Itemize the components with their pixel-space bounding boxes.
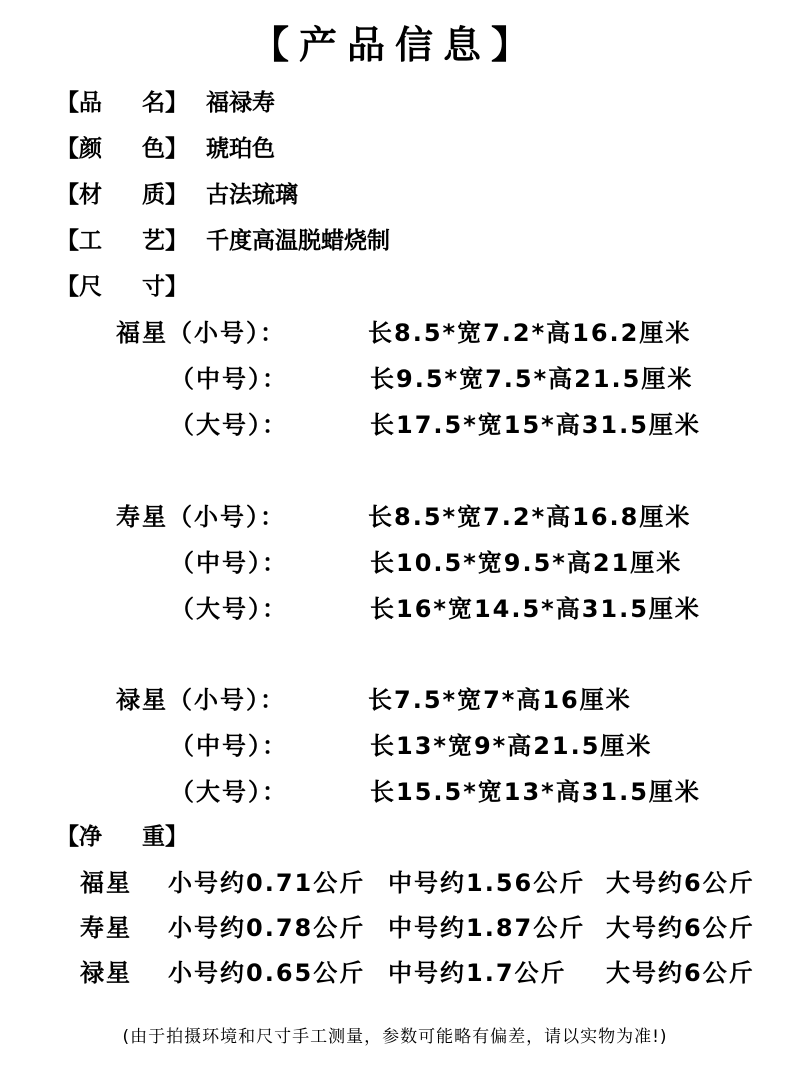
size-tag: （中号）： bbox=[170, 549, 288, 577]
weight-small: 小号约0.65公斤 bbox=[168, 959, 366, 987]
spec-label: 【净 bbox=[56, 824, 102, 850]
weight-small: 小号约0.78公斤 bbox=[168, 914, 366, 942]
weight-small: 小号约0.71公斤 bbox=[168, 869, 366, 897]
weight-medium: 中号约1.87公斤 bbox=[388, 914, 586, 942]
size-dims: 长13*宽9*高21.5厘米 bbox=[370, 732, 653, 760]
spec-row-color bbox=[56, 134, 275, 164]
spec-label: 【尺 bbox=[56, 274, 102, 300]
weight-large: 大号约6公斤 bbox=[606, 959, 755, 987]
size-dims: 长8.5*宽7.2*高16.8厘米 bbox=[368, 503, 692, 531]
size-dims: 长17.5*宽15*高31.5厘米 bbox=[370, 411, 701, 439]
weight-medium: 中号约1.56公斤 bbox=[388, 869, 586, 897]
figure-name: 福星 bbox=[80, 869, 132, 897]
size-dims: 长9.5*宽7.5*高21.5厘米 bbox=[370, 365, 694, 393]
size-row bbox=[170, 731, 652, 761]
size-dims: 长7.5*宽7*高16厘米 bbox=[368, 686, 632, 714]
size-tag: （大号）： bbox=[170, 411, 288, 439]
size-row bbox=[170, 777, 701, 807]
size-tag: （小号）： bbox=[168, 503, 286, 531]
spec-label: 重】 bbox=[142, 824, 188, 850]
size-tag: （大号）： bbox=[170, 778, 288, 806]
figure-name: 寿星 bbox=[80, 914, 132, 942]
weight-medium: 中号约1.7公斤 bbox=[388, 959, 567, 987]
spec-label: 【品 bbox=[56, 90, 102, 116]
size-row bbox=[170, 364, 693, 394]
spec-row-size bbox=[56, 272, 206, 302]
size-dims: 长15.5*宽13*高31.5厘米 bbox=[370, 778, 701, 806]
spec-label: 【工 bbox=[56, 228, 102, 254]
spec-row-name bbox=[56, 88, 275, 118]
size-row bbox=[170, 410, 701, 440]
spec-row-weight bbox=[56, 822, 206, 852]
spec-value: 琥珀色 bbox=[206, 136, 275, 162]
size-row bbox=[116, 502, 691, 532]
size-tag: （小号）： bbox=[168, 686, 286, 714]
figure-name: 禄星 bbox=[116, 686, 168, 714]
size-row bbox=[170, 594, 701, 624]
size-dims: 长10.5*宽9.5*高21厘米 bbox=[370, 549, 683, 577]
spec-label: 质】 bbox=[142, 182, 188, 208]
size-row bbox=[170, 548, 682, 578]
weight-large: 大号约6公斤 bbox=[606, 914, 755, 942]
size-tag: （中号）： bbox=[170, 365, 288, 393]
size-row bbox=[116, 685, 632, 715]
size-dims: 长8.5*宽7.2*高16.2厘米 bbox=[368, 319, 692, 347]
size-dims: 长16*宽14.5*高31.5厘米 bbox=[370, 595, 701, 623]
spec-label: 色】 bbox=[142, 136, 188, 162]
figure-name: 福星 bbox=[116, 319, 168, 347]
spec-value: 福禄寿 bbox=[206, 90, 275, 116]
spec-label: 【材 bbox=[56, 182, 102, 208]
figure-name: 禄星 bbox=[80, 959, 132, 987]
page-title: 【产品信息】 bbox=[250, 22, 539, 67]
spec-value: 千度高温脱蜡烧制 bbox=[206, 228, 390, 254]
spec-row-craft bbox=[56, 226, 390, 256]
spec-label: 名】 bbox=[142, 90, 188, 116]
size-tag: （中号）： bbox=[170, 732, 288, 760]
size-tag: （大号）： bbox=[170, 595, 288, 623]
spec-value: 古法琉璃 bbox=[206, 182, 298, 208]
spec-label: 【颜 bbox=[56, 136, 102, 162]
size-tag: （小号）： bbox=[168, 319, 286, 347]
figure-name: 寿星 bbox=[116, 503, 168, 531]
spec-label: 寸】 bbox=[142, 274, 188, 300]
size-row bbox=[116, 318, 691, 348]
weight-large: 大号约6公斤 bbox=[606, 869, 755, 897]
spec-label: 艺】 bbox=[142, 228, 188, 254]
spec-row-material bbox=[56, 180, 298, 210]
disclaimer-note: (由于拍摄环境和尺寸手工测量，参数可能略有偏差，请以实物为准!) bbox=[122, 1027, 668, 1047]
